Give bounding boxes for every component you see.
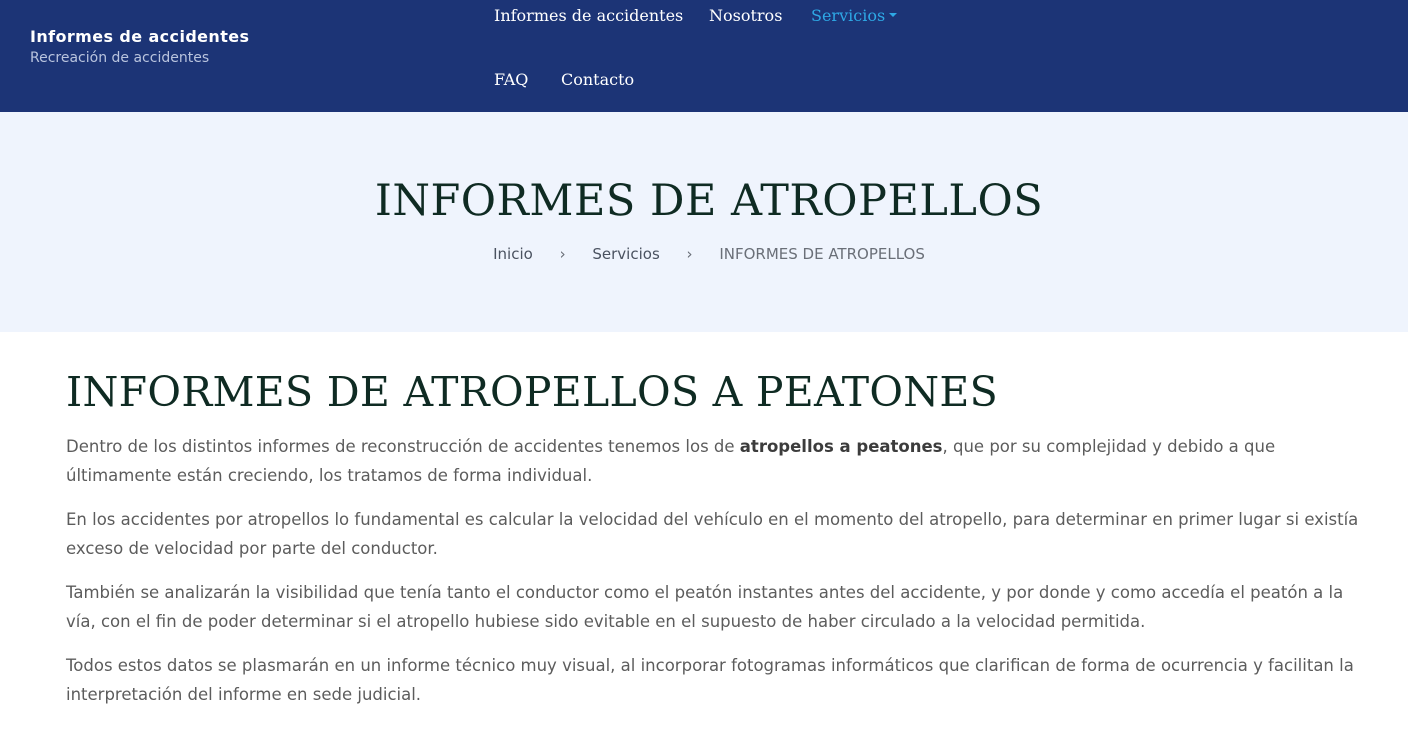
paragraph-intro-bold: atropellos a peatones: [739, 437, 943, 456]
breadcrumb-current: INFORMES DE ATROPELLOS: [719, 245, 925, 263]
caret-down-icon: [889, 13, 897, 17]
page-hero: [0, 112, 1408, 332]
nav-item-faq[interactable]: FAQ: [494, 70, 529, 89]
brand[interactable]: [30, 27, 249, 67]
breadcrumb-separator: ›: [559, 245, 566, 263]
nav-item-informes[interactable]: Informes de accidentes: [494, 6, 684, 25]
nav-item-servicios-label: Servicios: [811, 6, 886, 25]
paragraph-intro-end: , que por su complejidad y debido a que últimamente están creciendo, los tratamos de forma individual.: [66, 437, 1276, 485]
nav-item-servicios[interactable]: [811, 6, 897, 26]
breadcrumb: [0, 244, 1408, 264]
breadcrumb-servicios[interactable]: Servicios: [592, 245, 660, 263]
paragraph-intro-start: Dentro de los distintos informes de reconstrucción de accidentes tenemos los de: [66, 437, 740, 456]
page-title: INFORMES DE ATROPELLOS: [374, 176, 1044, 226]
brand-title[interactable]: Informes de accidentes: [30, 27, 250, 46]
main-content: [66, 366, 1366, 724]
breadcrumb-home[interactable]: Inicio: [493, 245, 533, 263]
breadcrumb-separator: ›: [686, 245, 693, 263]
nav-item-contacto[interactable]: Contacto: [561, 70, 635, 89]
brand-subtitle[interactable]: Recreación de accidentes: [30, 50, 210, 66]
paragraph-informe: Todos estos datos se plasmarán en un informe técnico muy visual, al incorporar fotogramas informáticos que clarifican de forma de ocurrencia y facilitan la interpretación del informe en sede judicial.: [66, 656, 1354, 704]
site-header: [0, 0, 1408, 112]
nav-item-nosotros[interactable]: Nosotros: [709, 6, 783, 25]
paragraph-velocidad: En los accidentes por atropellos lo fundamental es calcular la velocidad del vehículo en el momento del atropello, para determinar en primer lugar si existía exceso de velocidad por parte del conductor.: [66, 510, 1359, 558]
paragraph-visibilidad: También se analizarán la visibilidad que tenía tanto el conductor como el peatón instantes antes del accidente, y por donde y como accedía el peatón a la vía, con el fin de poder determinar si el atropello hubiese sido evitable en el supuesto de haber circulado a la velocidad permitida.: [66, 583, 1344, 631]
content-title: INFORMES DE ATROPELLOS A PEATONES: [66, 368, 999, 416]
paragraph-intro: [66, 432, 1366, 490]
